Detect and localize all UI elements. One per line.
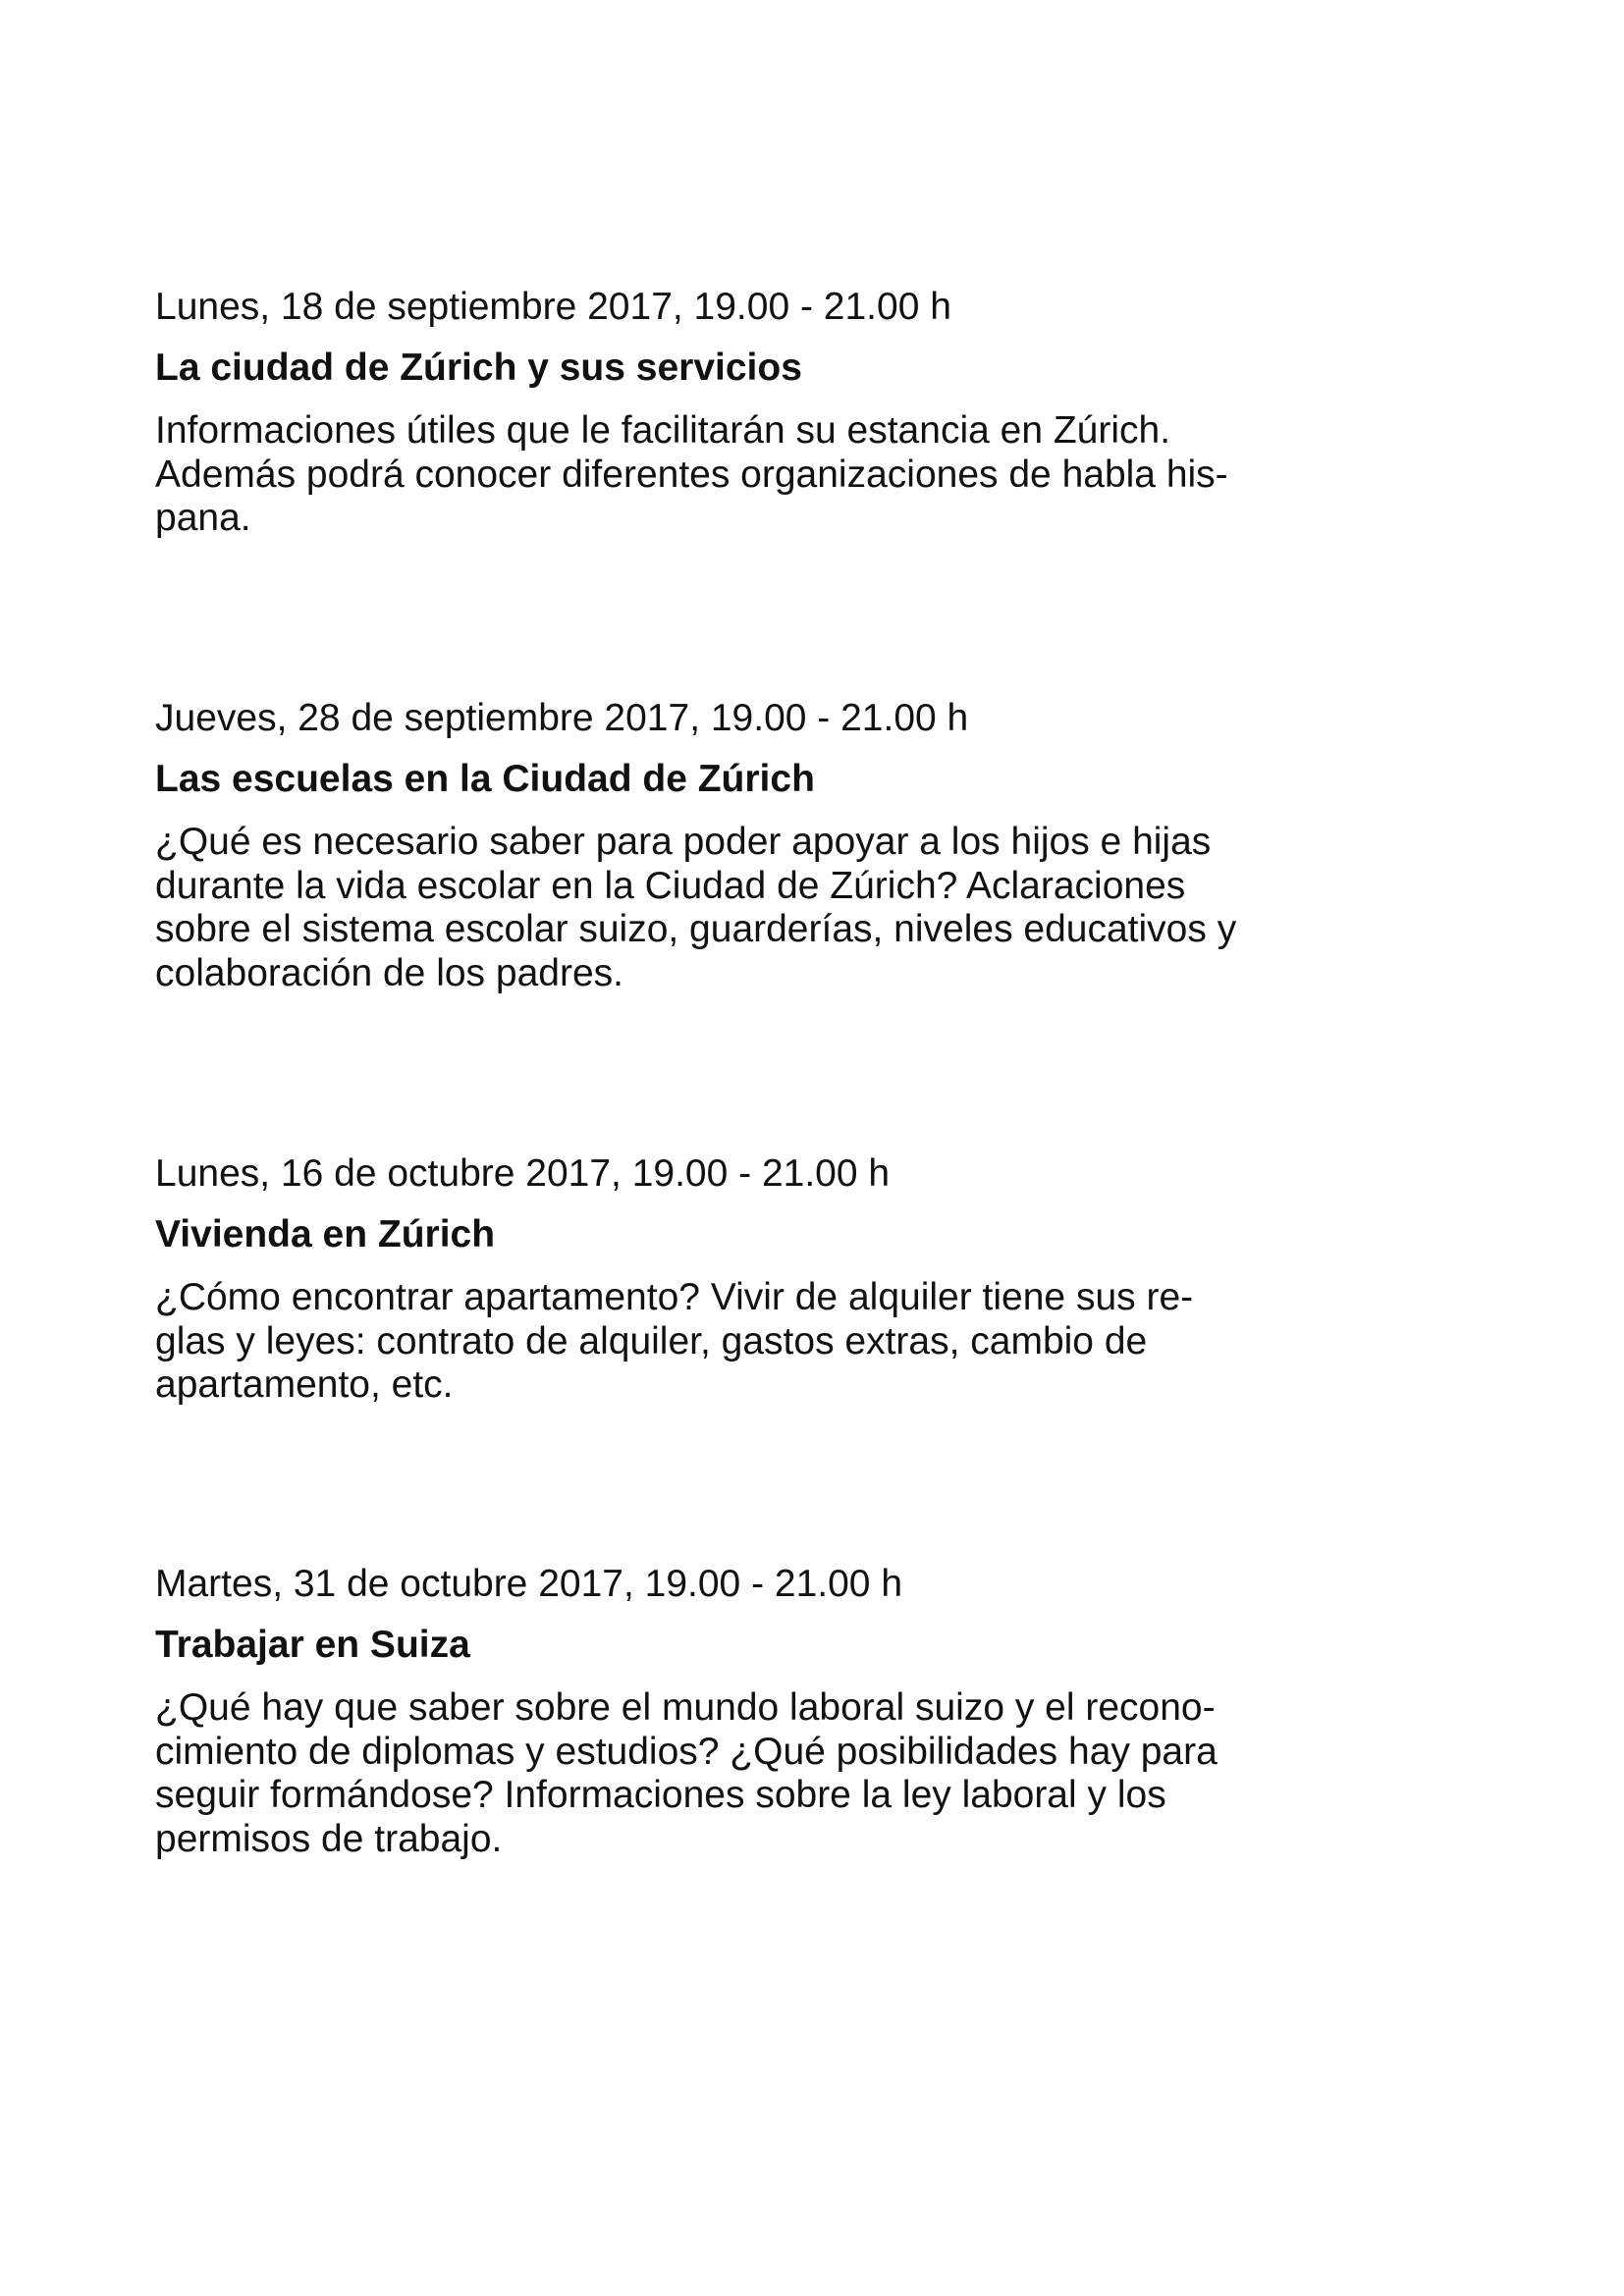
description-line: ¿Qué es necesario saber para poder apoyar a los hijos e hijas	[155, 821, 1212, 863]
event-title: La ciudad de Zúrich y sus servicios	[155, 347, 802, 389]
event-title: Las escuelas en la Ciudad de Zúrich	[155, 758, 815, 800]
event-date: Jueves, 28 de septiembre 2017, 19.00 - 21.00 h	[155, 697, 969, 739]
description-line: glas y leyes: contrato de alquiler, gastos extras, cambio de	[155, 1319, 1148, 1362]
description-line: permisos de trabajo.	[155, 1817, 503, 1860]
description-line: sobre el sistema escolar suizo, guarderías, niveles educativos y	[155, 908, 1237, 950]
event-block	[155, 1152, 1255, 1408]
event-description	[155, 821, 1255, 995]
event-block	[155, 697, 1255, 995]
event-description	[155, 1686, 1255, 1861]
description-line: durante la vida escolar en la Ciudad de Zúrich? Aclaraciones	[155, 864, 1186, 907]
event-date: Lunes, 16 de octubre 2017, 19.00 - 21.00 h	[155, 1152, 891, 1195]
description-line: ¿Cómo encontrar apartamento? Vivir de alquiler tiene sus re-	[155, 1276, 1194, 1318]
event-description	[155, 1276, 1255, 1408]
event-title: Vivienda en Zúrich	[155, 1213, 496, 1255]
description-line: pana.	[155, 497, 251, 539]
event-description	[155, 409, 1255, 541]
description-line: seguir formándose? Informaciones sobre la ley laboral y los	[155, 1774, 1166, 1816]
event-date: Martes, 31 de octubre 2017, 19.00 - 21.00 h	[155, 1563, 903, 1605]
description-line: apartamento, etc.	[155, 1363, 454, 1406]
event-block	[155, 286, 1255, 541]
event-block	[155, 1563, 1255, 1861]
event-date: Lunes, 18 de septiembre 2017, 19.00 - 21.00 h	[155, 286, 951, 328]
description-line: cimiento de diplomas y estudios? ¿Qué posibilidades hay para	[155, 1730, 1218, 1773]
description-line: ¿Qué hay que saber sobre el mundo laboral suizo y el recono-	[155, 1686, 1216, 1729]
description-line: Además podrá conocer diferentes organizaciones de habla his-	[155, 453, 1228, 496]
event-title: Trabajar en Suiza	[155, 1624, 470, 1666]
description-line: colaboración de los padres.	[155, 951, 623, 994]
description-line: Informaciones útiles que le facilitarán su estancia en Zúrich.	[155, 409, 1171, 452]
